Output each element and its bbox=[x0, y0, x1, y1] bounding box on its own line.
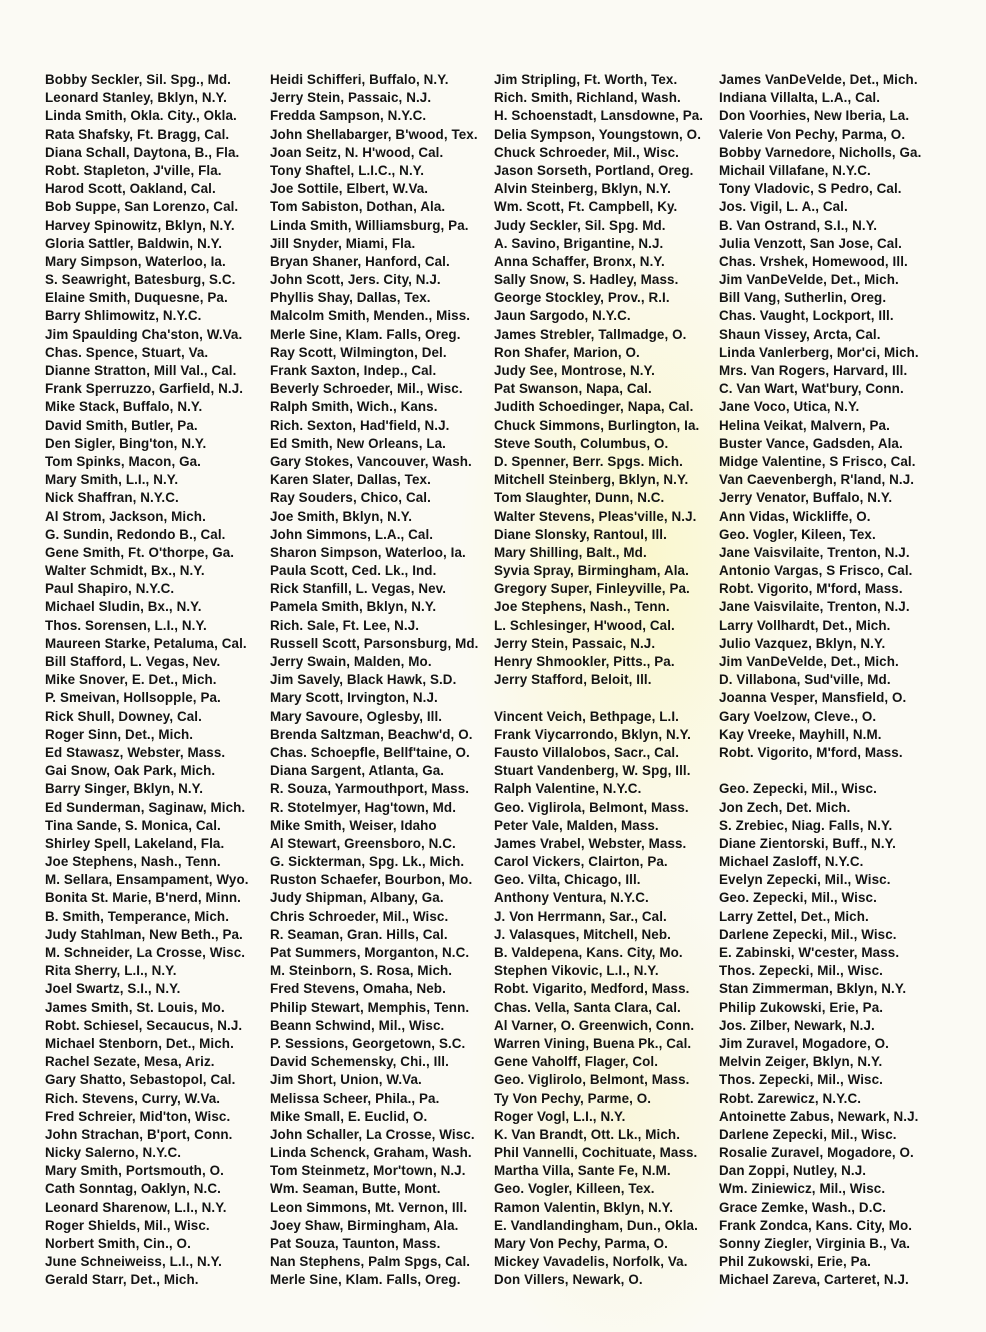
name-entry: Gregory Super, Finleyville, Pa. bbox=[494, 581, 690, 597]
name-entry: Van Caevenbergh, R'land, N.J. bbox=[719, 472, 915, 488]
name-entry: Leonard Sharenow, L.I., N.Y. bbox=[45, 1199, 227, 1215]
name-entry: Robt. Vigorito, M'ford, Mass. bbox=[719, 581, 903, 597]
name-entry: Sharon Simpson, Waterloo, Ia. bbox=[270, 544, 466, 560]
name-entry: Stan Zimmerman, Bklyn, N.Y. bbox=[719, 981, 907, 997]
name-entry: A. Savino, Brigantine, N.J. bbox=[494, 235, 664, 251]
name-entry: B. Smith, Temperance, Mich. bbox=[45, 908, 230, 924]
name-entry: Henry Shmookler, Pitts., Pa. bbox=[494, 654, 675, 669]
name-column-1 bbox=[45, 71, 277, 1290]
name-entry: John Scott, Jers. City, N.J. bbox=[270, 272, 441, 288]
name-entry: Frank Viycarrondo, Bklyn, N.Y. bbox=[494, 726, 691, 742]
name-entry: Chas. Schoepfle, Bellf'taine, O. bbox=[270, 744, 470, 760]
name-column-4 bbox=[719, 71, 959, 1290]
name-entry: Beann Schwind, Mil., Wisc. bbox=[270, 1017, 445, 1033]
name-entry: Syvia Spray, Birmingham, Ala. bbox=[494, 563, 689, 579]
name-entry: Al Stewart, Greensboro, N.C. bbox=[270, 835, 456, 851]
name-entry: Frank Zondca, Kans. City, Mo. bbox=[719, 1217, 913, 1233]
name-entry: Roger Sinn, Det., Mich. bbox=[45, 726, 194, 742]
name-entry: Joel Swartz, S.I., N.Y. bbox=[45, 981, 181, 997]
name-entry: Jerry Swain, Malden, Mo. bbox=[270, 654, 432, 669]
name-entry: G. Sundin, Redondo B., Cal. bbox=[45, 526, 226, 542]
name-entry: Gerald Starr, Det., Mich. bbox=[45, 1272, 199, 1288]
name-entry: J. Valasques, Mitchell, Neb. bbox=[494, 926, 671, 942]
name-entry: Phil Vannelli, Cochituate, Mass. bbox=[494, 1145, 698, 1161]
name-entry: Jason Sorseth, Portland, Oreg. bbox=[494, 162, 694, 178]
name-entry: Robt. Schiesel, Secaucus, N.J. bbox=[45, 1017, 243, 1033]
name-entry: Russell Scott, Parsonsburg, Md. bbox=[270, 635, 479, 651]
name-entry: Tom Slaughter, Dunn, N.C. bbox=[494, 490, 665, 506]
name-entry: Ed Smith, New Orleans, La. bbox=[270, 435, 446, 451]
name-entry: Jane Vaisvilaite, Trenton, N.J. bbox=[719, 599, 910, 615]
name-entry: Dan Zoppi, Nutley, N.J. bbox=[719, 1163, 867, 1179]
name-entry: Nick Shaffran, N.Y.C. bbox=[45, 490, 179, 506]
name-entry: Rosalie Zuravel, Mogadore, O. bbox=[719, 1145, 914, 1161]
name-entry: Ray Souders, Chico, Cal. bbox=[270, 490, 431, 506]
name-entry: H. Schoenstadt, Lansdowne, Pa. bbox=[494, 108, 704, 124]
name-entry: Judy See, Montrose, N.Y. bbox=[494, 363, 655, 378]
name-entry: Gary Voelzow, Cleve., O. bbox=[719, 708, 877, 724]
name-entry: Geo. Vilta, Chicago, Ill. bbox=[494, 872, 641, 888]
name-entry: Mike Stack, Buffalo, N.Y. bbox=[45, 399, 203, 415]
name-entry: Karen Slater, Dallas, Tex. bbox=[270, 472, 431, 488]
name-entry: Rich. Stevens, Curry, W.Va. bbox=[45, 1090, 221, 1106]
name-entry: Harod Scott, Oakland, Cal. bbox=[45, 181, 216, 197]
name-entry: Thos. Zepecki, Mil., Wisc. bbox=[719, 1072, 883, 1088]
name-entry: Midge Valentine, S Frisco, Cal. bbox=[719, 453, 916, 469]
name-entry: Ron Shafer, Marion, O. bbox=[494, 344, 640, 360]
name-entry: Chas. Vrshek, Homewood, Ill. bbox=[719, 253, 908, 269]
name-entry: Elaine Smith, Duquesne, Pa. bbox=[45, 290, 228, 306]
name-entry: Michael Sludin, Bx., N.Y. bbox=[45, 599, 202, 615]
name-entry: K. Van Brandt, Ott. Lk., Mich. bbox=[494, 1126, 681, 1142]
name-entry: R. Stotelmyer, Hag'town, Md. bbox=[270, 799, 457, 815]
name-entry: John Schaller, La Crosse, Wisc. bbox=[270, 1126, 475, 1142]
name-entry: Al Strom, Jackson, Mich. bbox=[45, 508, 206, 524]
name-entry: Robt. Vigorito, M'ford, Mass. bbox=[719, 744, 903, 760]
name-entry: Pamela Smith, Bklyn, N.Y. bbox=[270, 599, 437, 615]
name-entry: Nan Stephens, Palm Spgs, Cal. bbox=[270, 1254, 471, 1270]
name-entry: Alvin Steinberg, Bklyn, N.Y. bbox=[494, 181, 671, 197]
name-column-3 bbox=[494, 71, 726, 1290]
name-entry: Linda Smith, Williamsburg, Pa. bbox=[270, 217, 469, 233]
name-entry: Leon Simmons, Mt. Vernon, Ill. bbox=[270, 1199, 468, 1215]
name-entry: Rick Shull, Downey, Cal. bbox=[45, 708, 202, 724]
name-entry: Gene Smith, Ft. O'thorpe, Ga. bbox=[45, 544, 235, 560]
name-entry: Walter Stevens, Pleas'ville, N.J. bbox=[494, 508, 697, 524]
name-entry: Norbert Smith, Cin., O. bbox=[45, 1236, 191, 1251]
name-entry: Michael Zareva, Carteret, N.J. bbox=[719, 1272, 909, 1288]
column-gap bbox=[719, 762, 959, 780]
name-entry: Julio Vazquez, Bklyn, N.Y. bbox=[719, 635, 886, 651]
name-entry: Steve South, Columbus, O. bbox=[494, 435, 669, 451]
name-entry: Bill Vang, Sutherlin, Oreg. bbox=[719, 290, 887, 306]
name-entry: E. Zabinski, W'cester, Mass. bbox=[719, 945, 900, 960]
name-entry: James Vrabel, Webster, Mass. bbox=[494, 835, 687, 851]
name-entry: Thos. Sorensen, L.I., N.Y. bbox=[45, 617, 207, 633]
name-entry: Jim Stripling, Ft. Worth, Tex. bbox=[494, 72, 678, 87]
name-entry: P. Smeivan, Hollsopple, Pa. bbox=[45, 690, 221, 706]
name-entry: John Simmons, L.A., Cal. bbox=[270, 526, 434, 542]
name-entry: Mary Smith, L.I., N.Y. bbox=[45, 472, 179, 488]
name-entry: Merle Sine, Klam. Falls, Oreg. bbox=[270, 1272, 461, 1288]
name-entry: Tony Vladovic, S Pedro, Cal. bbox=[719, 181, 902, 197]
name-entry: C. Van Wart, Wat'bury, Conn. bbox=[719, 381, 904, 397]
name-entry: June Schneiweiss, L.I., N.Y. bbox=[45, 1254, 222, 1270]
name-entry: Tom Spinks, Macon, Ga. bbox=[45, 453, 201, 469]
name-entry: Geo. Vogler, Killeen, Tex. bbox=[494, 1181, 655, 1197]
name-entry: Geo. Zepecki, Mil., Wisc. bbox=[719, 890, 877, 906]
name-entry: Rich. Sale, Ft. Lee, N.J. bbox=[270, 617, 420, 633]
name-entry: Mary Von Pechy, Parma, O. bbox=[494, 1236, 668, 1251]
name-entry: Malcolm Smith, Menden., Miss. bbox=[270, 308, 471, 324]
name-entry: Fred Stevens, Omaha, Neb. bbox=[270, 981, 446, 997]
name-entry: Mike Smith, Weiser, Idaho bbox=[270, 817, 437, 833]
name-entry: Geo. Zepecki, Mil., Wisc. bbox=[719, 781, 877, 797]
name-entry: Rich. Sexton, Had'field, N.J. bbox=[270, 417, 450, 433]
name-entry: Gene Vaholff, Flager, Col. bbox=[494, 1054, 659, 1070]
name-entry: Dianne Stratton, Mill Val., Cal. bbox=[45, 363, 237, 378]
name-entry: M. Sellara, Ensampament, Wyo. bbox=[45, 872, 249, 888]
name-entry: Phil Zukowski, Erie, Pa. bbox=[719, 1254, 871, 1270]
name-entry: Jos. Zilber, Newark, N.J. bbox=[719, 1017, 875, 1033]
name-entry: Ed Stawasz, Webster, Mass. bbox=[45, 744, 226, 760]
name-entry: Rick Stanfill, L. Vegas, Nev. bbox=[270, 581, 447, 597]
name-entry: Geo. Viglirola, Belmont, Mass. bbox=[494, 799, 689, 815]
name-entry: David Smith, Butler, Pa. bbox=[45, 417, 198, 433]
name-entry: Jane Voco, Utica, N.Y. bbox=[719, 399, 860, 415]
name-entry: Joe Stephens, Nash., Tenn. bbox=[494, 599, 670, 615]
name-entry: Ann Vidas, Wickliffe, O. bbox=[719, 508, 871, 524]
name-entry: Don Voorhies, New Iberia, La. bbox=[719, 108, 910, 124]
name-entry: Pat Souza, Taunton, Mass. bbox=[270, 1236, 441, 1251]
name-entry: Joe Smith, Bklyn, N.Y. bbox=[270, 508, 413, 524]
name-entry: Heidi Schifferi, Buffalo, N.Y. bbox=[270, 72, 449, 87]
name-entry: Michael Zasloff, N.Y.C. bbox=[719, 854, 864, 870]
name-entry: Maureen Starke, Petaluma, Cal. bbox=[45, 635, 247, 651]
name-entry: Mary Shilling, Balt., Md. bbox=[494, 544, 647, 560]
name-entry: Anthony Ventura, N.Y.C. bbox=[494, 890, 649, 906]
name-entry: Gai Snow, Oak Park, Mich. bbox=[45, 763, 216, 779]
name-entry: Martha Villa, Sante Fe, N.M. bbox=[494, 1163, 671, 1179]
name-entry: Linda Vanlerberg, Mor'ci, Mich. bbox=[719, 344, 919, 360]
name-entry: Wm. Ziniewicz, Mil., Wisc. bbox=[719, 1181, 886, 1197]
name-entry: B. Van Ostrand, S.I., N.Y. bbox=[719, 217, 878, 233]
name-entry: Beverly Schroeder, Mil., Wisc. bbox=[270, 381, 463, 397]
name-entry: Chuck Simmons, Burlington, Ia. bbox=[494, 417, 700, 433]
name-entry: Indiana Villalta, L.A., Cal. bbox=[719, 90, 881, 106]
name-entry: L. Schlesinger, H'wood, Cal. bbox=[494, 617, 675, 633]
name-entry: Peter Vale, Malden, Mass. bbox=[494, 817, 659, 833]
name-entry: Brenda Saltzman, Beachw'd, O. bbox=[270, 726, 473, 742]
name-entry: Robt. Stapleton, J'ville, Fla. bbox=[45, 162, 222, 178]
name-entry: Chas. Vella, Santa Clara, Cal. bbox=[494, 999, 681, 1015]
name-entry: Philip Stewart, Memphis, Tenn. bbox=[270, 999, 470, 1015]
name-entry: James VanDeVelde, Det., Mich. bbox=[719, 72, 918, 87]
name-entry: Warren Vining, Buena Pk., Cal. bbox=[494, 1035, 692, 1051]
name-entry: Mary Savoure, Oglesby, Ill. bbox=[270, 708, 443, 724]
name-entry: Nicky Salerno, N.Y.C. bbox=[45, 1145, 182, 1161]
name-entry: Stuart Vandenberg, W. Spg, Ill. bbox=[494, 763, 691, 779]
name-entry: Bobby Seckler, Sil. Spg., Md. bbox=[45, 72, 231, 87]
name-entry: Kay Vreeke, Mayhill, N.M. bbox=[719, 726, 882, 742]
name-entry: Delia Sympson, Youngstown, O. bbox=[494, 126, 702, 142]
name-entry: Evelyn Zepecki, Mil., Wisc. bbox=[719, 872, 891, 888]
name-entry: Jos. Vigil, L. A., Cal. bbox=[719, 199, 848, 215]
name-entry: Jim Spaulding Cha'ston, W.Va. bbox=[45, 326, 243, 342]
name-entry: Merle Sine, Klam. Falls, Oreg. bbox=[270, 326, 461, 342]
name-entry: Mary Simpson, Waterloo, Ia. bbox=[45, 253, 226, 269]
name-entry: Jerry Stein, Passaic, N.J. bbox=[494, 635, 656, 651]
name-entry: Judith Schoedinger, Napa, Cal. bbox=[494, 399, 694, 415]
name-entry: Pat Summers, Morganton, N.C. bbox=[270, 945, 470, 960]
name-entry: Jon Zech, Det. Mich. bbox=[719, 799, 851, 815]
name-entry: Bill Stafford, L. Vegas, Nev. bbox=[45, 654, 221, 669]
name-entry: Frank Saxton, Indep., Cal. bbox=[270, 363, 437, 378]
name-entry: Antoinette Zabus, Newark, N.J. bbox=[719, 1108, 919, 1124]
name-entry: Grace Zemke, Wash., D.C. bbox=[719, 1199, 887, 1215]
name-entry: Phyllis Shay, Dallas, Tex. bbox=[270, 290, 431, 306]
name-entry: Gary Stokes, Vancouver, Wash. bbox=[270, 453, 472, 469]
column-gap bbox=[494, 689, 726, 707]
name-entry: Paul Shapiro, N.Y.C. bbox=[45, 581, 175, 597]
name-entry: Judy Stahlman, New Beth., Pa. bbox=[45, 926, 243, 942]
name-entry: David Schemensky, Chi., Ill. bbox=[270, 1054, 449, 1070]
name-entry: Anna Schaffer, Bronx, N.Y. bbox=[494, 253, 665, 269]
name-entry: Ty Von Pechy, Parme, O. bbox=[494, 1090, 652, 1106]
name-entry: George Stockley, Prov., R.I. bbox=[494, 290, 670, 306]
name-entry: Melvin Zeiger, Bklyn, N.Y. bbox=[719, 1054, 883, 1070]
name-entry: Cath Sonntag, Oaklyn, N.C. bbox=[45, 1181, 221, 1197]
name-entry: Rachel Sezate, Mesa, Ariz. bbox=[45, 1054, 215, 1070]
name-entry: Barry Shlimowitz, N.Y.C. bbox=[45, 308, 202, 324]
name-entry: Jim VanDeVelde, Det., Mich. bbox=[719, 654, 899, 669]
name-entry: Fredda Sampson, N.Y.C. bbox=[270, 108, 427, 124]
name-entry: Ruston Schaefer, Bourbon, Mo. bbox=[270, 872, 473, 888]
name-entry: Shaun Vissey, Arcta, Cal. bbox=[719, 326, 881, 342]
name-entry: P. Sessions, Georgetown, S.C. bbox=[270, 1035, 466, 1051]
name-entry: Den Sigler, Bing'ton, N.Y. bbox=[45, 435, 207, 451]
name-entry: Valerie Von Pechy, Parma, O. bbox=[719, 126, 906, 142]
name-entry: B. Valdepena, Kans. City, Mo. bbox=[494, 945, 683, 960]
name-entry: Tony Shaftel, L.I.C., N.Y. bbox=[270, 162, 425, 178]
name-entry: Jaun Sargodo, N.Y.C. bbox=[494, 308, 631, 324]
name-entry: James Strebler, Tallmadge, O. bbox=[494, 326, 687, 342]
name-entry: Diane Zientorski, Buff., N.Y. bbox=[719, 835, 897, 851]
name-entry: Bobby Varnedore, Nicholls, Ga. bbox=[719, 144, 922, 160]
name-entry: Jim Short, Union, W.Va. bbox=[270, 1072, 422, 1088]
name-entry: Mickey Vavadelis, Norfolk, Va. bbox=[494, 1254, 688, 1270]
name-entry: Antonio Vargas, S Frisco, Cal. bbox=[719, 563, 913, 579]
name-entry: Thos. Zepecki, Mil., Wisc. bbox=[719, 963, 883, 979]
name-entry: Frank Sperruzzo, Garfield, N.J. bbox=[45, 381, 244, 397]
name-entry: Chuck Schroeder, Mil., Wisc. bbox=[494, 144, 679, 160]
name-entry: Vincent Veich, Bethpage, L.I. bbox=[494, 708, 679, 724]
name-entry: Linda Smith, Okla. City., Okla. bbox=[45, 108, 237, 124]
name-entry: Bonita St. Marie, B'nerd, Minn. bbox=[45, 890, 241, 906]
name-entry: Jim VanDeVelde, Det., Mich. bbox=[719, 272, 899, 288]
name-entry: Jerry Stafford, Beloit, Ill. bbox=[494, 672, 652, 688]
name-entry: Joey Shaw, Birmingham, Ala. bbox=[270, 1217, 459, 1233]
name-entry: Julia Venzott, San Jose, Cal. bbox=[719, 235, 902, 251]
name-entry: Wm. Seaman, Butte, Mont. bbox=[270, 1181, 441, 1197]
name-entry: Al Varner, O. Greenwich, Conn. bbox=[494, 1017, 695, 1033]
name-entry: Ed Sunderman, Saginaw, Mich. bbox=[45, 799, 246, 815]
name-entry: Wm. Scott, Ft. Campbell, Ky. bbox=[494, 199, 678, 215]
name-entry: Mary Scott, Irvington, N.J. bbox=[270, 690, 438, 706]
name-entry: Leonard Stanley, Bklyn, N.Y. bbox=[45, 90, 227, 106]
name-entry: Larry Vollhardt, Det., Mich. bbox=[719, 617, 891, 633]
name-entry: Bob Suppe, San Lorenzo, Cal. bbox=[45, 199, 239, 215]
name-entry: Mrs. Van Rogers, Harvard, Ill. bbox=[719, 363, 908, 378]
name-entry: Chas. Spence, Stuart, Va. bbox=[45, 344, 209, 360]
name-entry: Larry Zettel, Det., Mich. bbox=[719, 908, 869, 924]
name-entry: Carol Vickers, Clairton, Pa. bbox=[494, 854, 668, 870]
name-entry: Michail Villafane, N.Y.C. bbox=[719, 162, 871, 178]
name-entry: Rata Shafsky, Ft. Bragg, Cal. bbox=[45, 126, 230, 142]
name-entry: Walter Schmidt, Bx., N.Y. bbox=[45, 563, 205, 579]
name-entry: D. Villabona, Sud'ville, Md. bbox=[719, 672, 891, 688]
name-entry: Judy Seckler, Sil. Spg. Md. bbox=[494, 217, 666, 233]
name-entry: Joanna Vesper, Mansfield, O. bbox=[719, 690, 907, 706]
name-entry: Jane Vaisvilaite, Trenton, N.J. bbox=[719, 544, 910, 560]
name-entry: Judy Shipman, Albany, Ga. bbox=[270, 890, 444, 906]
name-entry: Fausto Villalobos, Sacr., Cal. bbox=[494, 744, 680, 760]
name-entry: James Smith, St. Louis, Mo. bbox=[45, 999, 225, 1015]
name-entry: Fred Schreier, Mid'ton, Wisc. bbox=[45, 1108, 231, 1124]
name-entry: Melissa Scheer, Phila., Pa. bbox=[270, 1090, 440, 1106]
name-entry: Ray Scott, Wilmington, Del. bbox=[270, 344, 447, 360]
name-entry: Gary Shatto, Sebastopol, Cal. bbox=[45, 1072, 236, 1088]
name-entry: Stephen Vikovic, L.I., N.Y. bbox=[494, 963, 659, 979]
name-entry: D. Spenner, Berr. Spgs. Mich. bbox=[494, 453, 683, 469]
name-entry: E. Vandlandingham, Dun., Okla. bbox=[494, 1217, 698, 1233]
name-entry: Diana Sargent, Atlanta, Ga. bbox=[270, 763, 445, 779]
name-entry: John Shellabarger, B'wood, Tex. bbox=[270, 126, 478, 142]
name-entry: Jim Savely, Black Hawk, S.D. bbox=[270, 672, 457, 688]
name-entry: Barry Singer, Bklyn, N.Y. bbox=[45, 781, 204, 797]
name-entry: Gloria Sattler, Baldwin, N.Y. bbox=[45, 235, 223, 251]
name-entry: Pat Swanson, Napa, Cal. bbox=[494, 381, 652, 397]
name-entry: Don Villers, Newark, O. bbox=[494, 1272, 643, 1288]
name-column-2 bbox=[270, 71, 502, 1290]
name-entry: Linda Schenck, Graham, Wash. bbox=[270, 1145, 472, 1161]
name-entry: Ramon Valentin, Bklyn, N.Y. bbox=[494, 1199, 674, 1215]
name-entry: J. Von Herrmann, Sar., Cal. bbox=[494, 908, 667, 924]
name-entry: Harvey Spinowitz, Bklyn, N.Y. bbox=[45, 217, 235, 233]
name-entry: Ralph Smith, Wich., Kans. bbox=[270, 399, 438, 415]
name-entry: Jill Snyder, Miami, Fla. bbox=[270, 235, 416, 251]
name-entry: Tom Sabiston, Dothan, Ala. bbox=[270, 199, 446, 215]
name-entry: Chris Schroeder, Mil., Wisc. bbox=[270, 908, 449, 924]
name-entry: Rich. Smith, Richland, Wash. bbox=[494, 90, 681, 106]
name-entry: Geo. Viglirolo, Belmont, Mass. bbox=[494, 1072, 690, 1088]
name-entry: Roger Shields, Mil., Wisc. bbox=[45, 1217, 210, 1233]
name-entry: Mike Small, E. Euclid, O. bbox=[270, 1108, 428, 1124]
name-entry: Tom Steinmetz, Mor'town, N.J. bbox=[270, 1163, 466, 1179]
name-entry: S. Seawright, Batesburg, S.C. bbox=[45, 272, 236, 288]
name-entry: Rita Sherry, L.I., N.Y. bbox=[45, 963, 177, 979]
name-entry: Jerry Venator, Buffalo, N.Y. bbox=[719, 490, 893, 506]
name-entry: Sally Snow, S. Hadley, Mass. bbox=[494, 272, 679, 288]
name-entry: Mary Smith, Portsmouth, O. bbox=[45, 1163, 224, 1179]
name-entry: Chas. Vaught, Lockport, Ill. bbox=[719, 308, 894, 324]
name-entry: Bryan Shaner, Hanford, Cal. bbox=[270, 253, 450, 269]
name-entry: Roger Vogl, L.I., N.Y. bbox=[494, 1108, 626, 1124]
name-entry: Mike Snover, E. Det., Mich. bbox=[45, 672, 217, 688]
name-entry: Joe Stephens, Nash., Tenn. bbox=[45, 854, 221, 870]
name-entry: Robt. Zarewicz, N.Y.C. bbox=[719, 1090, 862, 1106]
name-entry: M. Steinborn, S. Rosa, Mich. bbox=[270, 963, 453, 979]
name-entry: Geo. Vogler, Kileen, Tex. bbox=[719, 526, 876, 542]
name-entry: Philip Zukowski, Erie, Pa. bbox=[719, 999, 884, 1015]
name-entry: R. Seaman, Gran. Hills, Cal. bbox=[270, 926, 448, 942]
name-entry: Robt. Vigarito, Medford, Mass. bbox=[494, 981, 690, 997]
name-entry: S. Zrebiec, Niag. Falls, N.Y. bbox=[719, 817, 893, 833]
name-entry: Diana Schall, Daytona, B., Fla. bbox=[45, 144, 240, 160]
name-entry: Darlene Zepecki, Mil., Wisc. bbox=[719, 1126, 897, 1142]
name-entry: Jim Zuravel, Mogadore, O. bbox=[719, 1035, 889, 1051]
name-entry: Ralph Valentine, N.Y.C. bbox=[494, 781, 642, 797]
name-entry: Darlene Zepecki, Mil., Wisc. bbox=[719, 926, 897, 942]
name-entry: Shirley Spell, Lakeland, Fla. bbox=[45, 835, 225, 851]
name-entry: Mitchell Steinberg, Bklyn, N.Y. bbox=[494, 472, 689, 488]
name-entry: R. Souza, Yarmouthport, Mass. bbox=[270, 781, 470, 797]
name-entry: G. Sickterman, Spg. Lk., Mich. bbox=[270, 854, 465, 870]
name-entry: Tina Sande, S. Monica, Cal. bbox=[45, 817, 221, 833]
name-entry: Buster Vance, Gadsden, Ala. bbox=[719, 435, 903, 451]
name-entry: M. Schneider, La Crosse, Wisc. bbox=[45, 945, 246, 960]
name-entry: Michael Stenborn, Det., Mich. bbox=[45, 1035, 234, 1051]
name-entry: Paula Scott, Ced. Lk., Ind. bbox=[270, 563, 437, 579]
name-entry: Joe Sottile, Elbert, W.Va. bbox=[270, 181, 429, 197]
name-entry: Jerry Stein, Passaic, N.J. bbox=[270, 90, 432, 106]
name-entry: Joan Seitz, N. H'wood, Cal. bbox=[270, 144, 444, 160]
name-entry: Helina Veikat, Malvern, Pa. bbox=[719, 417, 890, 433]
name-entry: John Strachan, B'port, Conn. bbox=[45, 1126, 233, 1142]
name-entry: Diane Slonsky, Rantoul, Ill. bbox=[494, 526, 667, 542]
name-entry: Sonny Ziegler, Virginia B., Va. bbox=[719, 1236, 911, 1251]
